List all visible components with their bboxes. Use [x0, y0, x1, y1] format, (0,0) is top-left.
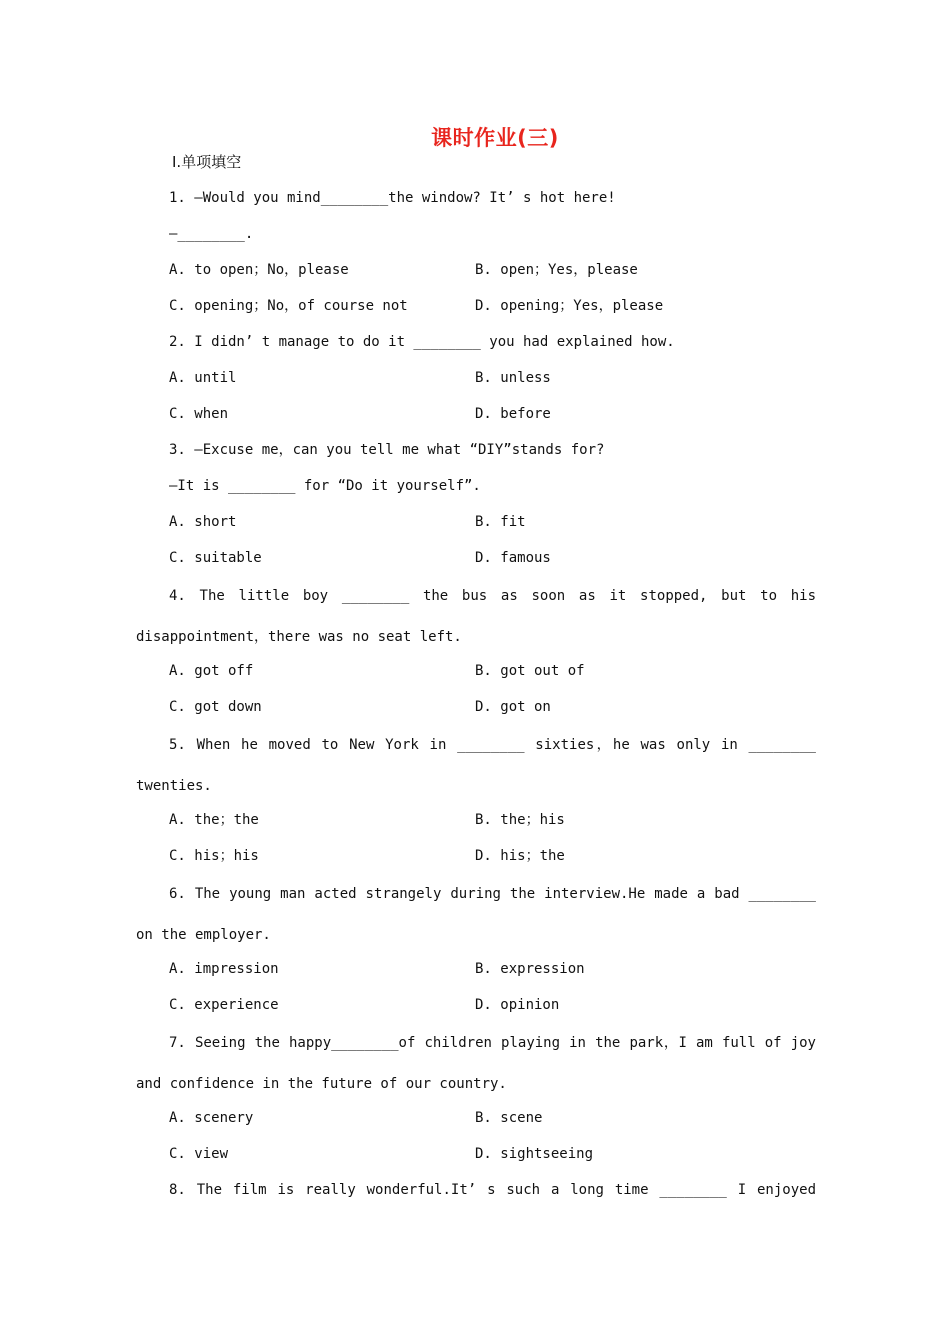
option[interactable]: C. got down	[169, 699, 262, 715]
option[interactable]: C. his；his	[169, 848, 259, 864]
option[interactable]: B. got out of	[475, 663, 585, 679]
option-row	[136, 360, 816, 396]
question-stem: 4. The little boy ________ the bus as soon as it stopped, but to his disappointment，there was no seat left.	[136, 588, 816, 645]
option[interactable]: B. the；his	[475, 812, 565, 828]
option[interactable]: C. when	[169, 406, 229, 422]
option[interactable]: D. before	[475, 406, 551, 422]
option[interactable]: B. fit	[475, 514, 526, 530]
option[interactable]: D. got on	[475, 699, 551, 715]
option[interactable]: A. to open；No，please	[169, 262, 349, 278]
option[interactable]: A. impression	[169, 961, 279, 977]
question-list	[136, 180, 816, 1208]
option[interactable]: B. expression	[475, 961, 585, 977]
option[interactable]: C. opening；No，of course not	[169, 298, 408, 314]
question-8	[136, 1172, 816, 1208]
option[interactable]: C. suitable	[169, 550, 262, 566]
option[interactable]: A. scenery	[169, 1110, 254, 1126]
option-row	[136, 1136, 816, 1172]
option-row	[136, 540, 816, 576]
option-row	[136, 288, 816, 324]
section-heading: Ⅰ.单项填空	[172, 153, 242, 171]
option-row	[136, 653, 816, 689]
option-row	[136, 396, 816, 432]
page-title: 课时作业(三)	[431, 126, 559, 150]
option[interactable]: A. until	[169, 370, 237, 386]
question-1	[136, 180, 816, 324]
option[interactable]: C. experience	[169, 997, 279, 1013]
option[interactable]: D. sightseeing	[475, 1146, 594, 1162]
question-stem-line: 2. I didn’ t manage to do it ________ you had explained how.	[169, 334, 675, 350]
option[interactable]: C. view	[169, 1146, 229, 1162]
option-row	[136, 504, 816, 540]
option-row	[136, 1100, 816, 1136]
question-4	[136, 576, 816, 725]
question-stem: 5. When he moved to New York in ________ sixties，he was only in ________ twenties.	[136, 737, 816, 794]
option-row	[136, 252, 816, 288]
option-row	[136, 951, 816, 987]
option[interactable]: D. his；the	[475, 848, 565, 864]
option[interactable]: D. famous	[475, 550, 551, 566]
question-stem: 7. Seeing the happy________of children playing in the park，I am full of joy and confidence in the future of our country.	[136, 1035, 816, 1092]
question-stem-line: 8. The film is really wonderful.It’ s such a long time ________ I enjoyed	[169, 1182, 816, 1198]
option[interactable]: A. the；the	[169, 812, 259, 828]
option[interactable]: B. scene	[475, 1110, 543, 1126]
option[interactable]: D. opening；Yes，please	[475, 298, 664, 314]
option[interactable]: B. unless	[475, 370, 551, 386]
question-stem-line: —________.	[169, 226, 254, 242]
question-stem: 6. The young man acted strangely during the interview.He made a bad ________ on the employer.	[136, 886, 816, 943]
option[interactable]: D. opinion	[475, 997, 560, 1013]
option[interactable]: B. open；Yes，please	[475, 262, 638, 278]
question-stem-line: —It is ________ for “Do it yourself”.	[169, 478, 481, 494]
option[interactable]: A. got off	[169, 663, 254, 679]
question-5	[136, 725, 816, 874]
option[interactable]: A. short	[169, 514, 237, 530]
question-3	[136, 432, 816, 576]
question-7	[136, 1023, 816, 1172]
option-row	[136, 838, 816, 874]
option-row	[136, 987, 816, 1023]
question-6	[136, 874, 816, 1023]
option-row	[136, 802, 816, 838]
question-stem-line: 3. —Excuse me，can you tell me what “DIY”stands for?	[169, 442, 605, 458]
option-row	[136, 689, 816, 725]
question-2	[136, 324, 816, 432]
question-stem-line: 1. —Would you mind________the window? It’ s hot here!	[169, 190, 616, 206]
